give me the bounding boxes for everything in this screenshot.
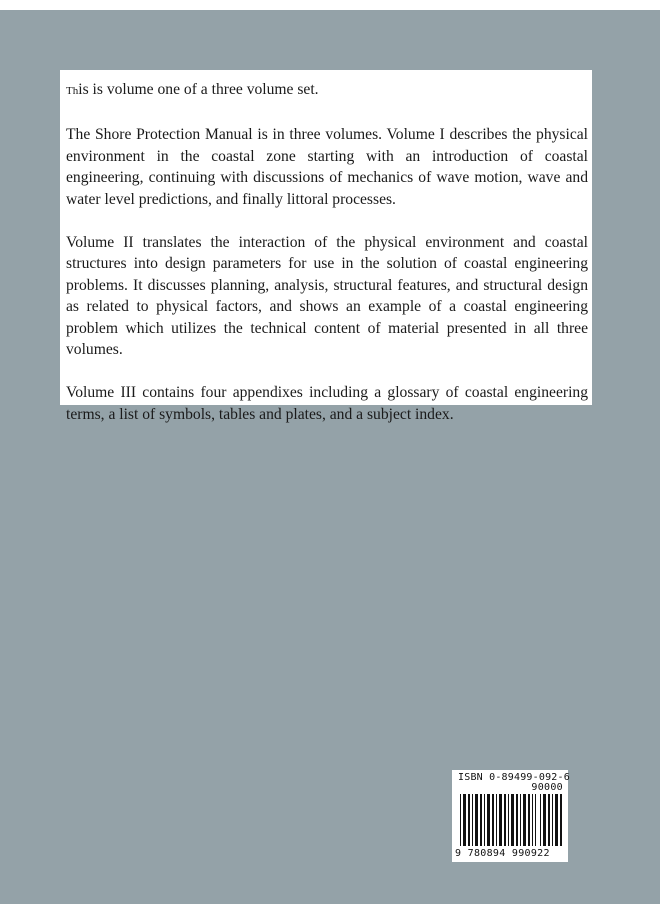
barcode-stripe <box>475 794 478 846</box>
barcode-stripe <box>523 794 526 846</box>
intro-line <box>66 79 588 103</box>
barcode-stripe <box>496 794 497 846</box>
barcode-stripe <box>472 794 473 846</box>
barcode-stripe <box>520 794 521 846</box>
barcode-stripe <box>540 794 541 846</box>
barcode-stripe <box>463 794 466 846</box>
volume-three-paragraph: Volume III contains four appendixes including a glossary of coastal engineering terms, a list of symbols, tables and plates, and a subject index. <box>66 384 588 423</box>
barcode-stripe <box>511 794 514 846</box>
volume-two-paragraph: Volume II translates the interaction of the physical environment and coastal structures into design parameters for use in the solution of coastal engineering problems. It discusses planning, analysis, structural features, and structural design as related to physical factors, and shows an example of a coastal engineering problem which utilizes the technical content of material presented in all three volumes. <box>66 233 588 358</box>
isbn-barcode <box>452 770 568 862</box>
barcode-stripe <box>487 794 490 846</box>
barcode-stripe <box>543 794 546 846</box>
isbn-label: ISBN 0-89499-092-6 <box>458 772 570 783</box>
ean-barcode-bars <box>460 794 536 846</box>
barcode-stripe <box>548 794 550 846</box>
barcode-stripe <box>555 794 558 846</box>
barcode-stripe <box>480 794 482 846</box>
barcode-stripe <box>504 794 506 846</box>
intro-lead: Th <box>66 85 79 97</box>
barcode-stripe <box>492 794 494 846</box>
barcode-stripe <box>532 794 533 846</box>
ean-digits: 9 780894 990922 <box>455 848 550 859</box>
barcode-stripe <box>460 794 461 846</box>
barcode-stripe <box>499 794 502 846</box>
barcode-stripe <box>560 794 562 846</box>
barcode-stripe <box>528 794 530 846</box>
barcode-stripe <box>508 794 509 846</box>
addon-barcode-bars <box>540 794 564 846</box>
barcode-stripe <box>468 794 470 846</box>
description-panel <box>60 70 592 423</box>
price-addon-digits: 90000 <box>531 782 563 793</box>
barcode-stripe <box>516 794 518 846</box>
barcode-stripe <box>484 794 485 846</box>
barcode-stripe <box>535 794 536 846</box>
intro-rest: is is volume one of a three volume set. <box>78 81 319 98</box>
barcode-stripe <box>552 794 553 846</box>
back-cover <box>0 10 660 904</box>
volume-one-paragraph: The Shore Protection Manual is in three volumes. Volume I describes the physical environment in the coastal zone starting with an introduction of coastal engineering, continuing with discussions of mechanics of wave motion, wave and water level predictions, and finally littoral processes. <box>66 126 588 208</box>
